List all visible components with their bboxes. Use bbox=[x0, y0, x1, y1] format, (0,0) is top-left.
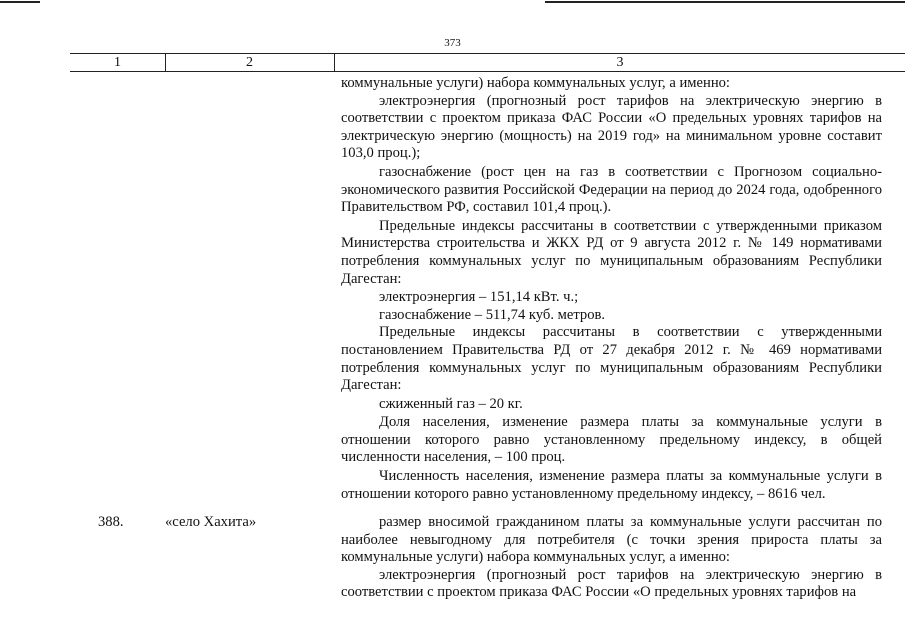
entry-description bbox=[341, 514, 882, 602]
text-paragraph: Численность населения, изменение размера платы за коммунальные услуги в отношении которого равно установленному предельному индексу, – 8616 чел. bbox=[341, 468, 882, 502]
column-number-1: 1 bbox=[114, 55, 121, 70]
text-paragraph: Доля населения, изменение размера платы за коммунальные услуги в отношении которого равно установленному предельному индексу, в общей численности населения, – 100 проц. bbox=[341, 414, 882, 466]
text-paragraph: сжиженный газ – 20 кг. bbox=[379, 395, 523, 412]
column-number-2: 2 bbox=[246, 55, 253, 70]
text-paragraph: электроэнергия (прогнозный рост тарифов на электрическую энергию в соответствии с проектом приказа ФАС России «О предельных уровнях тарифов на электрическую энергию (мощность) на 2019 год» на минимальном уровне составит 103,0 проц.); bbox=[341, 92, 882, 162]
text-paragraph: коммунальные услуги) набора коммунальных услуг, а именно: bbox=[341, 75, 730, 91]
scan-edge-mark bbox=[545, 1, 905, 3]
text-paragraph: Предельные индексы рассчитаны в соответствии с утвержденными постановлением Правительства РД от 27 декабря 2012 г. № 469 нормативами потребления коммунальных услуг по муниципальным образованиям Республики Дагестан: bbox=[341, 324, 882, 394]
scan-edge-mark bbox=[0, 1, 40, 3]
column-number-3: 3 bbox=[616, 55, 624, 70]
scan-top-edge bbox=[0, 0, 905, 4]
text-paragraph: размер вносимой гражданином платы за коммунальные услуги рассчитан по наиболее невыгодному для потребителя (с точки зрения прироста платы за коммунальные услуги) набора коммунальных услуг, а именно: bbox=[341, 514, 882, 566]
entry-settlement-name: «село Хахита» bbox=[165, 514, 257, 530]
continuation-text bbox=[341, 75, 882, 503]
text-paragraph: электроэнергия – 151,14 кВт. ч.; bbox=[379, 289, 579, 306]
entry-number: 388. bbox=[98, 514, 124, 530]
text-paragraph: газоснабжение (рост цен на газ в соответствии с Прогнозом социально-экономического развития Российской Федерации на период до 2024 года, одобренного Правительством РФ, составил 101,4 проц.). bbox=[341, 163, 882, 216]
text-paragraph: Предельные индексы рассчитаны в соответствии с утвержденными приказом Министерства строительства и ЖКХ РД от 9 августа 2012 г. № 149 нормативами потребления коммунальных услуг по муниципальным образованиям Республики Дагестан: bbox=[341, 217, 882, 287]
text-paragraph: электроэнергия (прогнозный рост тарифов на электрическую энергию в соответствии с проектом приказа ФАС России «О предельных уровнях тарифов на bbox=[341, 566, 882, 601]
text-paragraph: газоснабжение – 511,74 куб. метров. bbox=[379, 306, 606, 323]
page-number: 373 bbox=[444, 37, 461, 49]
